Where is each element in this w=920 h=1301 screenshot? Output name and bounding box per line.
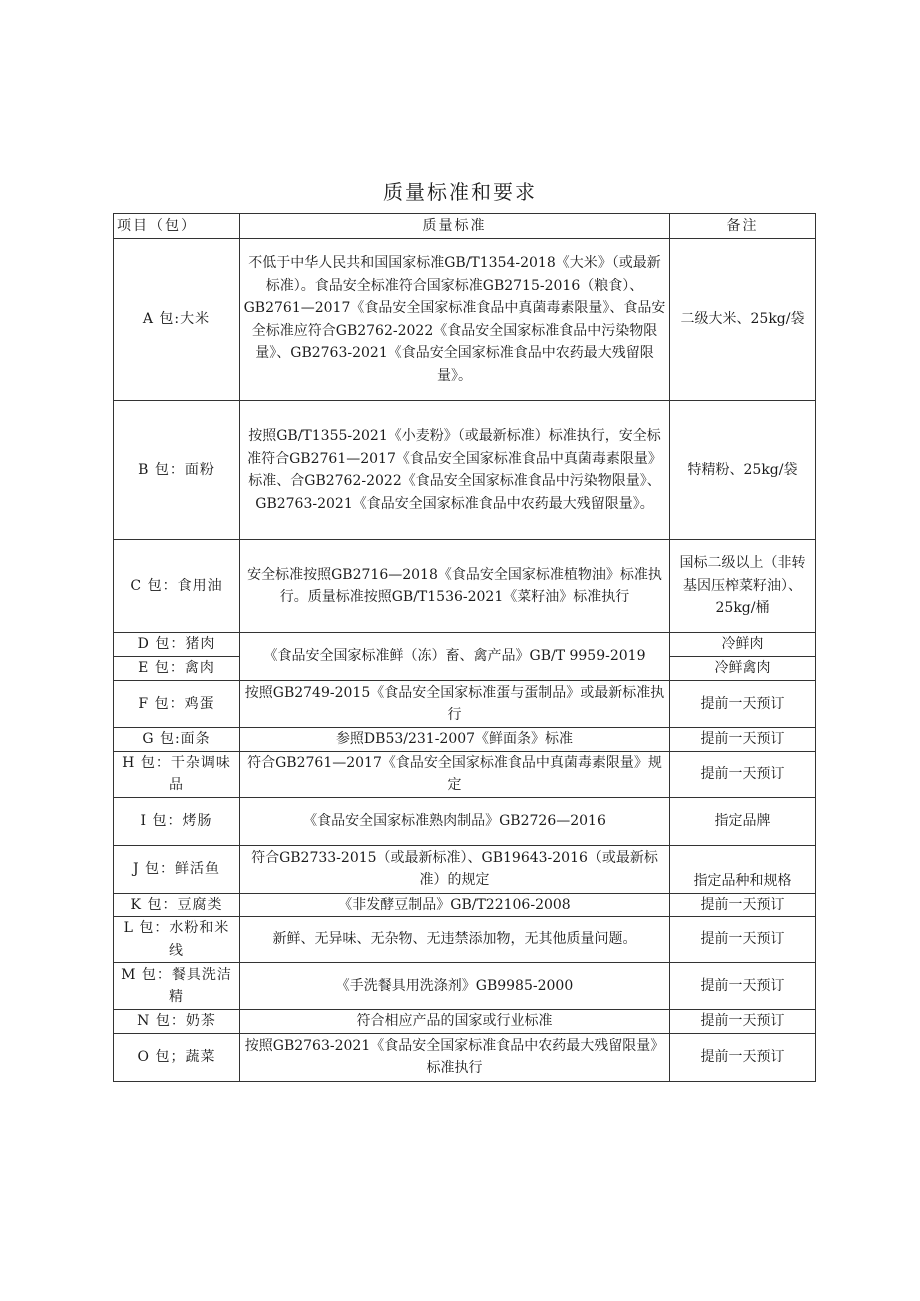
- row-standard: 安全标准按照GB2716—2018《食品安全国家标准植物油》标准执行。质量标准按照GB/T1536-2021《菜籽油》标准执行: [240, 540, 670, 633]
- page-title: 质量标准和要求: [383, 180, 537, 204]
- row-note: 二级大米、25kg/袋: [670, 239, 816, 401]
- row-note: 国标二级以上（非转基因压榨菜籽油）、25kg/桶: [670, 540, 816, 633]
- table-row: [114, 540, 816, 633]
- row-standard: 新鲜、无异味、无杂物、无违禁添加物，无其他质量问题。: [240, 917, 670, 963]
- row-note: 特精粉、25kg/袋: [670, 401, 816, 540]
- row-item: L 包：水粉和米线: [114, 917, 240, 963]
- row-item: K 包：豆腐类: [114, 893, 240, 917]
- row-standard: 不低于中华人民共和国国家标准GB/T1354-2018《大米》（或最新标准）。食品安全标准符合国家标准GB2715-2016（粮食）、GB2761—2017《食品安全国家标准食品中真菌毒素限量》、食品安全标准应符合GB2762-2022《食品安全国家标准食品中污染物限量》、GB2763-2021《食品安全国家标准食品中农药最大残留限量》。: [240, 239, 670, 401]
- row-item: B 包：面粉: [114, 401, 240, 540]
- row-standard: 按照GB2749-2015《食品安全国家标准蛋与蛋制品》或最新标准执行: [240, 681, 670, 728]
- table-row: [114, 239, 816, 401]
- row-standard: 《非发酵豆制品》GB/T22106-2008: [240, 893, 670, 917]
- row-note: 冷鲜肉: [670, 633, 816, 657]
- row-item: I 包：烤肠: [114, 797, 240, 845]
- table-row: [114, 917, 816, 963]
- row-note: 提前一天预订: [670, 917, 816, 963]
- row-item: O 包；蔬菜: [114, 1033, 240, 1081]
- table-row: [114, 963, 816, 1010]
- row-standard: 《手洗餐具用洗涤剂》GB9985-2000: [240, 963, 670, 1010]
- table-row: [114, 1010, 816, 1034]
- row-item: M 包：餐具洗洁精: [114, 963, 240, 1010]
- row-standard: 按照GB/T1355-2021《小麦粉》（或最新标准）标准执行，安全标准符合GB2761—2017《食品安全国家标准食品中真菌毒素限量》标准、合GB2762-2022《食品安全国家标准食品中污染物限量》、GB2763-2021《食品安全国家标准食品中农药最大残留限量》。: [240, 401, 670, 540]
- row-standard: 参照DB53/231-2007《鲜面条》标准: [240, 728, 670, 752]
- header-item: 项目（包）: [114, 214, 240, 239]
- row-note: 冷鲜禽肉: [670, 657, 816, 681]
- row-item: E 包：禽肉: [114, 657, 240, 681]
- row-item: A 包:大米: [114, 239, 240, 401]
- row-note: 指定品种和规格: [670, 845, 816, 893]
- row-standard: 符合GB2761—2017《食品安全国家标准食品中真菌毒素限量》规定: [240, 751, 670, 797]
- table-row: [114, 893, 816, 917]
- row-item: C 包：食用油: [114, 540, 240, 633]
- table-row: [114, 633, 816, 657]
- row-item: F 包：鸡蛋: [114, 681, 240, 728]
- row-standard: 《食品安全国家标准鲜（冻）畜、禽产品》GB/T 9959-2019: [240, 633, 670, 681]
- row-item: H 包：干杂调味品: [114, 751, 240, 797]
- table-row: [114, 728, 816, 752]
- row-item: J 包：鲜活鱼: [114, 845, 240, 893]
- table-row: [114, 797, 816, 845]
- table-row: [114, 401, 816, 540]
- table-row: [114, 845, 816, 893]
- row-note: 指定品牌: [670, 797, 816, 845]
- row-note: 提前一天预订: [670, 963, 816, 1010]
- row-note: 提前一天预订: [670, 1010, 816, 1034]
- row-item: N 包：奶茶: [114, 1010, 240, 1034]
- header-note: 备注: [670, 214, 816, 239]
- row-note: 提前一天预订: [670, 681, 816, 728]
- row-item: D 包：猪肉: [114, 633, 240, 657]
- table-header-row: [114, 214, 816, 239]
- table-row: [114, 751, 816, 797]
- table-row: [114, 1033, 816, 1081]
- row-note: 提前一天预订: [670, 893, 816, 917]
- row-standard: 《食品安全国家标准熟肉制品》GB2726—2016: [240, 797, 670, 845]
- row-note: 提前一天预订: [670, 751, 816, 797]
- row-item: G 包:面条: [114, 728, 240, 752]
- row-standard: 按照GB2763-2021《食品安全国家标准食品中农药最大残留限量》标准执行: [240, 1033, 670, 1081]
- row-standard: 符合GB2733-2015（或最新标准）、GB19643-2016（或最新标准）的规定: [240, 845, 670, 893]
- row-note: 提前一天预订: [670, 1033, 816, 1081]
- quality-standards-table: [113, 213, 816, 1082]
- table-row: [114, 681, 816, 728]
- header-standard: 质量标准: [240, 214, 670, 239]
- row-standard: 符合相应产品的国家或行业标准: [240, 1010, 670, 1034]
- row-note: 提前一天预订: [670, 728, 816, 752]
